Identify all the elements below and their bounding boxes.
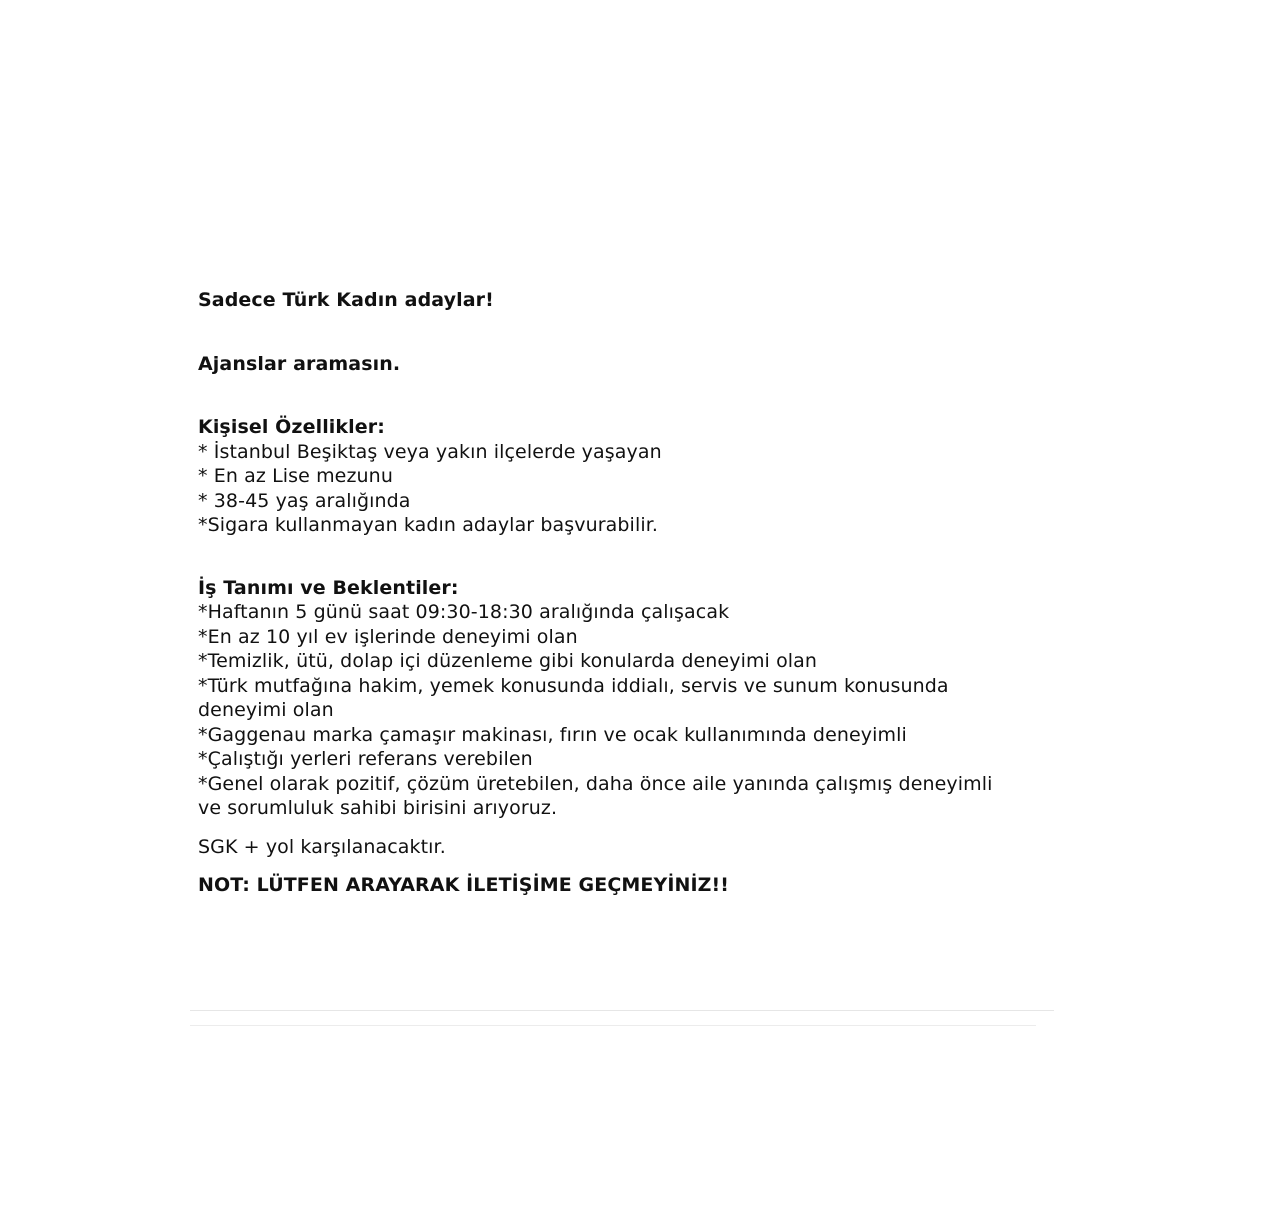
benefits-text: SGK + yol karşılanacaktır.: [198, 835, 446, 858]
list-item: * En az Lise mezunu: [198, 465, 393, 487]
list-item: *Genel olarak pozitif, çözüm üretebilen, daha önce aile yanında çalışmış deneyimli ve sorumluluk sahibi birisini arıyoruz.: [198, 772, 993, 819]
list-item: * 38-45 yaş aralığında: [198, 489, 411, 512]
no-agencies-heading: Ajanslar aramasın.: [198, 352, 401, 375]
divider: [190, 1025, 1036, 1026]
job-description-heading: İş Tanımı ve Beklentiler:: [198, 576, 459, 599]
list-item: *Sigara kullanmayan kadın adaylar başvurabilir.: [198, 514, 659, 536]
list-item: *Çalıştığı yerleri referans verebilen: [198, 748, 533, 770]
list-item: *Gaggenau marka çamaşır makinası, fırın ve ocak kullanımında deneyimli: [198, 723, 907, 746]
list-item: *Türk mutfağına hakim, yemek konusunda iddialı, servis ve sunum konusunda deneyimi olan: [198, 674, 949, 721]
personal-traits-heading: Kişisel Özellikler:: [198, 416, 385, 438]
divider: [190, 1010, 1054, 1011]
list-item: *Haftanın 5 günü saat 09:30-18:30 aralığında çalışacak: [198, 601, 730, 623]
women-only-heading: Sadece Türk Kadın adaylar!: [198, 289, 494, 311]
personal-traits-list: [198, 440, 998, 538]
job-posting-body: [198, 288, 998, 898]
job-requirements-list: [198, 600, 998, 821]
contact-note: NOT: LÜTFEN ARAYARAK İLETİŞİME GEÇMEYİNİZ!!: [198, 874, 730, 896]
list-item: *Temizlik, ütü, dolap içi düzenleme gibi konularda deneyimi olan: [198, 650, 818, 672]
list-item: * İstanbul Beşiktaş veya yakın ilçelerde yaşayan: [198, 440, 662, 463]
list-item: *En az 10 yıl ev işlerinde deneyimi olan: [198, 625, 578, 648]
